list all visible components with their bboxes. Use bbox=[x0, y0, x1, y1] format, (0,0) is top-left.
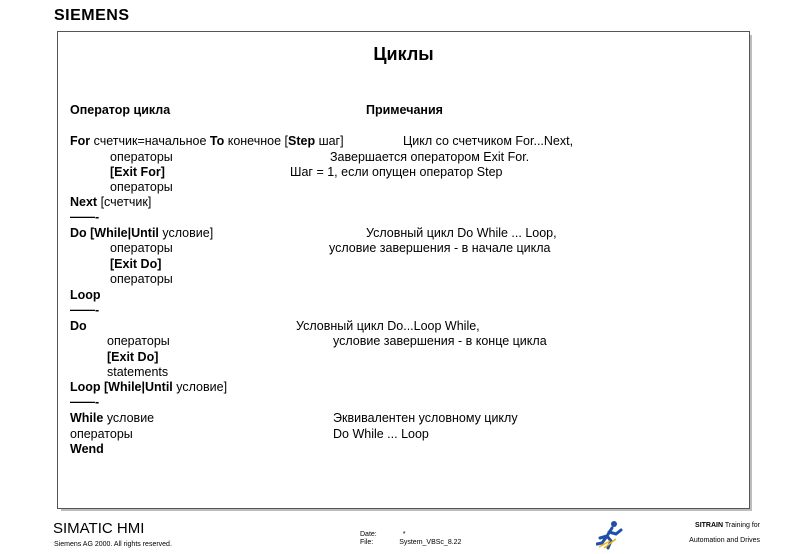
do-while-exit: [Exit Do] bbox=[110, 257, 162, 271]
kw-do-while: Do [While|Until bbox=[70, 226, 159, 240]
file-label: File: bbox=[360, 539, 374, 546]
do-while-note-2: условие завершения - в начале цикла bbox=[329, 241, 551, 255]
date-label: Date: bbox=[360, 531, 377, 538]
while-line bbox=[70, 411, 154, 426]
for-text-2: конечное [ bbox=[224, 134, 288, 148]
header-notes: Примечания bbox=[366, 103, 443, 117]
loop-while-cond: условие] bbox=[172, 380, 228, 394]
slide-frame bbox=[57, 31, 750, 509]
date-value: * bbox=[402, 531, 406, 538]
kw-wend: Wend bbox=[70, 442, 104, 456]
file-value: System_VBSc_8.22 bbox=[399, 539, 462, 546]
slide-title: Циклы bbox=[373, 44, 434, 64]
kw-loop-1: Loop bbox=[70, 288, 101, 302]
sitrain-rest: Training for bbox=[723, 522, 760, 529]
header-operator: Оператор цикла bbox=[70, 103, 171, 117]
kw-next: Next bbox=[70, 195, 98, 209]
while-cond: условие bbox=[103, 411, 155, 425]
for-text-1: счетчик=начальное bbox=[90, 134, 210, 148]
siemens-logo: SIEMENS bbox=[54, 7, 130, 24]
separator-3: ——- bbox=[70, 395, 100, 409]
sitrain-bold: SITRAIN bbox=[695, 522, 724, 529]
next-line bbox=[70, 195, 151, 210]
do-loop-statements: statements bbox=[107, 365, 169, 379]
do-loop-exit: [Exit Do] bbox=[107, 350, 159, 364]
for-note-2: Завершается оператором Exit For. bbox=[330, 150, 530, 164]
footer-file bbox=[360, 539, 461, 546]
footer-date bbox=[360, 531, 405, 538]
kw-loop-while: Loop [While|Until bbox=[70, 380, 173, 394]
for-ops-1: операторы bbox=[110, 150, 173, 164]
separator-1: ——- bbox=[70, 210, 100, 224]
do-while-cond: условие] bbox=[158, 226, 214, 240]
do-while-ops-2: операторы bbox=[110, 272, 173, 286]
kw-for: For bbox=[70, 134, 91, 148]
footer-product: SIMATIC HMI bbox=[53, 520, 145, 537]
for-text-3: шаг] bbox=[315, 134, 344, 148]
footer-sitrain bbox=[640, 522, 760, 529]
for-ops-2: операторы bbox=[110, 180, 173, 194]
do-while-ops-1: операторы bbox=[110, 241, 173, 255]
kw-to: To bbox=[209, 134, 225, 148]
footer-sitrain-line2: Automation and Drives bbox=[689, 537, 760, 544]
while-note-2: Do While ... Loop bbox=[333, 427, 429, 441]
for-line bbox=[70, 134, 344, 149]
runner-logo-icon bbox=[596, 520, 626, 550]
do-loop-ops: операторы bbox=[107, 334, 170, 348]
kw-while: While bbox=[70, 411, 104, 425]
do-loop-note-2: условие завершения - в конце цикла bbox=[333, 334, 547, 348]
loop-while-line bbox=[70, 380, 227, 395]
next-rest: [счетчик] bbox=[97, 195, 152, 209]
separator-2: ——- bbox=[70, 303, 100, 317]
kw-step: Step bbox=[288, 134, 316, 148]
do-loop-note-1: Условный цикл Do...Loop While, bbox=[296, 319, 480, 333]
do-while-note-1: Условный цикл Do While ... Loop, bbox=[366, 226, 557, 240]
do-while-line bbox=[70, 226, 213, 241]
for-exit: [Exit For] bbox=[110, 165, 165, 179]
for-note-3: Шаг = 1, если опущен оператор Step bbox=[290, 165, 503, 179]
for-note-1: Цикл со счетчиком For...Next, bbox=[403, 134, 574, 148]
footer-copyright: Siemens AG 2000. All rights reserved. bbox=[54, 541, 172, 548]
while-note-1: Эквивалентен условному циклу bbox=[333, 411, 518, 425]
while-ops: операторы bbox=[70, 427, 133, 441]
kw-do-2: Do bbox=[70, 319, 87, 333]
